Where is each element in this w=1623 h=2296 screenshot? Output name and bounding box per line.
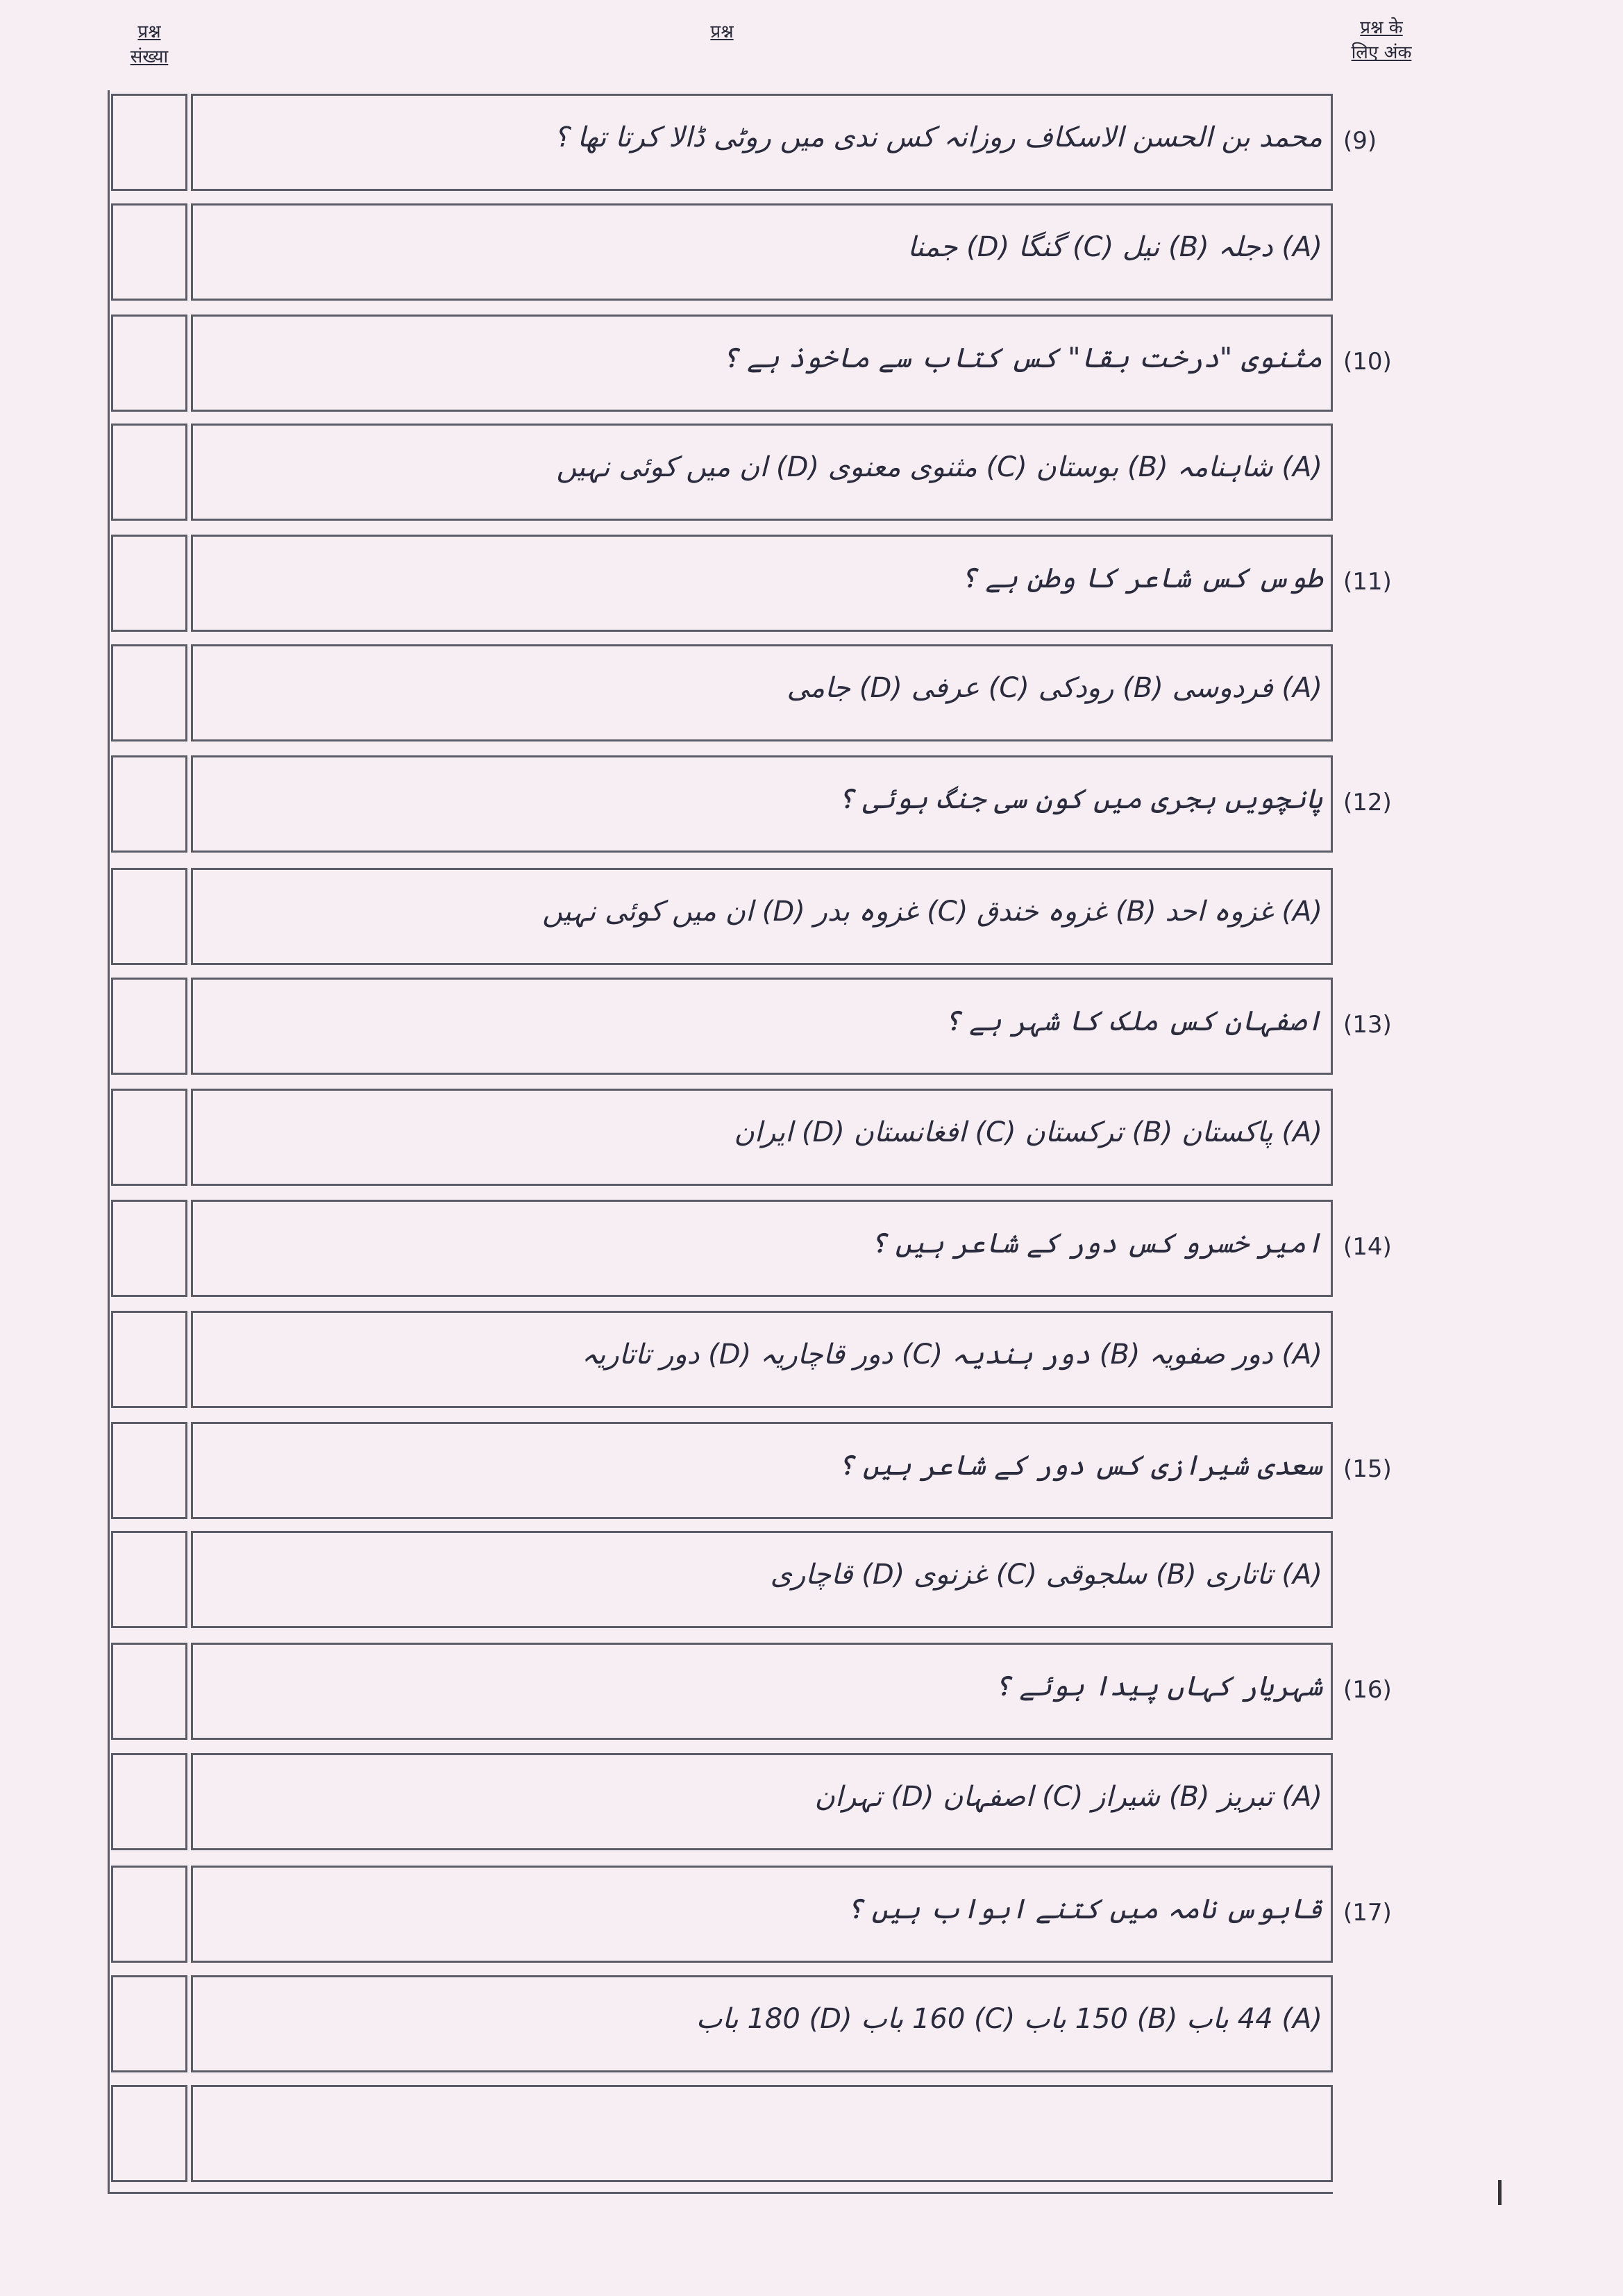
question-number: (10) bbox=[1343, 348, 1392, 376]
answer-options: (A) پاکستان (B) ترکستان (C) افغانستان (D) ایران bbox=[734, 1116, 1322, 1148]
question-number-cell bbox=[111, 1975, 187, 2072]
question-text: پانچویں ہجری میں کون سی جنگ ہوئی ؟ bbox=[837, 783, 1322, 815]
question-number-cell bbox=[111, 755, 187, 853]
question-number-cell bbox=[111, 315, 187, 412]
answer-options: (A) تاتاری (B) سلجوقی (C) غزنوی (D) قاچاری bbox=[770, 1559, 1322, 1591]
question-number-cell bbox=[111, 644, 187, 741]
answer-options: (A) تبریز (B) شیراز (C) اصفہان (D) تہران bbox=[814, 1781, 1322, 1813]
question-number: (17) bbox=[1343, 1899, 1392, 1927]
question-text: محمد بن الحسن الاسکاف روزانہ کس ندی میں روٹی ڈالا کرتا تھا ؟ bbox=[553, 121, 1322, 153]
answer-options: (A) غزوہ احد (B) غزوہ خندق (C) غزوہ بدر (D) ان میں کوئی نہیں bbox=[542, 896, 1322, 928]
header-center-label: प्रश्न bbox=[710, 22, 734, 42]
question-number: (14) bbox=[1343, 1233, 1392, 1261]
answer-options: (A) دور صفویہ (B) دور ہندیہ (C) دور قاچاریہ (D) دور تاتاریہ bbox=[581, 1339, 1322, 1371]
question-text: شہریار کہاں پیدا ہوئے ؟ bbox=[994, 1670, 1322, 1702]
question-number: (9) bbox=[1343, 127, 1377, 155]
question-number-cell bbox=[111, 868, 187, 965]
answer-options: (A) دجلہ (B) نیل (C) گنگا (D) جمنا bbox=[907, 231, 1322, 263]
question-number-cell bbox=[111, 1866, 187, 1963]
question-number-cell bbox=[111, 424, 187, 521]
marks-header bbox=[1333, 15, 1430, 65]
question-number-cell bbox=[111, 2085, 187, 2182]
question-text: امیر خسرو کس دور کے شاعر ہیں ؟ bbox=[870, 1227, 1322, 1259]
header-right-line2: लिए अंक bbox=[1351, 42, 1412, 63]
question-number: (16) bbox=[1343, 1676, 1392, 1704]
question-number-cell bbox=[111, 535, 187, 632]
question-number-cell bbox=[111, 1311, 187, 1408]
answer-row bbox=[191, 2085, 1333, 2182]
question-number-cell bbox=[111, 1089, 187, 1186]
question-number-cell bbox=[111, 1200, 187, 1297]
question-number-cell bbox=[111, 978, 187, 1075]
question-number-cell bbox=[111, 1422, 187, 1519]
question-number: (15) bbox=[1343, 1455, 1392, 1483]
question-number-cell bbox=[111, 203, 187, 301]
question-text: طوس کس شاعر کا وطن ہے ؟ bbox=[960, 562, 1322, 594]
question-number: (12) bbox=[1343, 789, 1392, 816]
margin-mark bbox=[1498, 2180, 1502, 2205]
header-right-line1: प्रश्न के bbox=[1360, 17, 1403, 38]
answer-options: (A) شاہنامہ (B) بوستان (C) مثنوی معنوی (D) ان میں کوئی نہیں bbox=[556, 451, 1322, 483]
header-left-line1: प्रश्न bbox=[137, 22, 161, 42]
question-header bbox=[680, 19, 764, 44]
question-number-cell bbox=[111, 1643, 187, 1740]
question-text: سعدی شیرازی کس دور کے شاعر ہیں ؟ bbox=[837, 1450, 1322, 1482]
question-number: (11) bbox=[1343, 568, 1392, 596]
question-number: (13) bbox=[1343, 1011, 1392, 1039]
answer-options: (A) فردوسی (B) رودکی (C) عرفی (D) جامی bbox=[787, 672, 1322, 704]
question-text: اصفہان کس ملک کا شہر ہے ؟ bbox=[943, 1005, 1322, 1037]
header-left-line2: संख्या bbox=[130, 47, 169, 67]
page-bottom-border bbox=[108, 2192, 1333, 2194]
question-number-cell bbox=[111, 94, 187, 191]
answer-options: (A) 44 باب (B) 150 باب (C) 160 باب (D) 180 باب bbox=[696, 2003, 1322, 2035]
question-number-cell bbox=[111, 1531, 187, 1628]
page-left-border bbox=[108, 90, 110, 2194]
question-number-header bbox=[104, 19, 194, 69]
question-number-cell bbox=[111, 1753, 187, 1850]
question-text: قابوس نامہ میں کتنے ابواب ہیں ؟ bbox=[846, 1893, 1322, 1925]
question-text: مثنوی "درخت بقا" کس کتاب سے ماخوذ ہے ؟ bbox=[721, 342, 1322, 374]
